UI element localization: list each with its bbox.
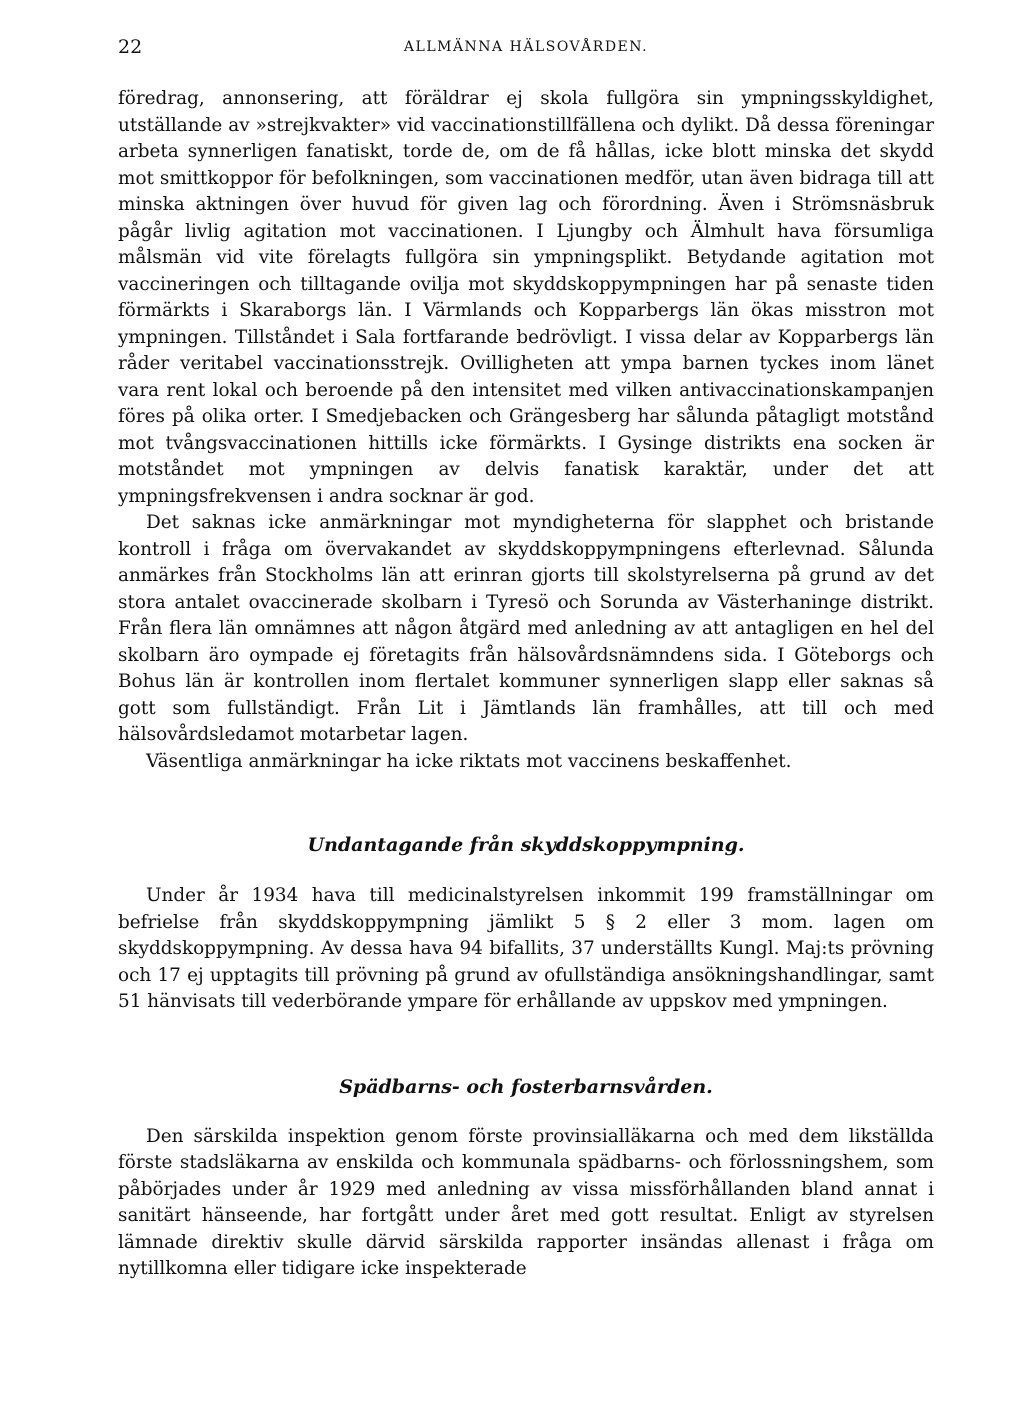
running-head: [118, 36, 934, 66]
running-title: ALLMÄNNA HÄLSOVÅRDEN.: [403, 39, 649, 55]
section-heading-vaccination-exemption: Undantagande från skyddskoppympning.: [307, 834, 745, 856]
body-paragraph: Väsentliga anmärkningar ha icke riktats mot vaccinens beskaffenhet.: [146, 750, 792, 772]
body-paragraph: Under år 1934 hava till medicinalstyrelsen inkommit 199 framställningar om befrielse från skyddskoppympning jämlikt 5 § 2 eller 3 mom. lagen om skyddskoppympning. Av dessa hava 94 bifallits, 37 underställts Kungl. Maj:ts prövning och 17 ej upptagits till prövning på grund av ofullständiga ansökningshandlingar, samt 51 hänvisats till vederbörande ympare för erhållande av uppskov med ympningen.: [118, 885, 934, 1012]
page-number: 22: [118, 36, 143, 58]
document-page: [118, 36, 934, 1283]
body-paragraph: föredrag, annonsering, att föräldrar ej skola fullgöra sin ympningsskyldighet, utställande av »strejkvakter» vid vaccinationstillfällena och dylikt. Då dessa föreningar arbeta synnerligen fanatiskt, torde de, om de få hållas, icke blott minska det skydd mot smittkoppor för befolkningen, som vaccinationen medför, utan även bidraga till att minska aktningen över huvud för given lag och förordning. Även i Strömsnäsbruk pågår livlig agitation mot vaccinationen. I Ljungby och Älmhult hava försumliga målsmän vid vite förelagts fullgöra sin ympningsplikt. Betydande agitation mot vaccineringen och tilltagande ovilja mot skyddskoppympningen har på senaste tiden förmärkts i Skaraborgs län. I Värmlands och Kopparbergs län ökas misstron mot ympningen. Tillståndet i Sala fortfarande bedrövligt. I vissa delar av Kopparbergs län råder veritabel vaccinationsstrejk. Ovilligheten att ympa barnen tyckes inom länet vara rent lokal och beroende på den intensitet med vilken antivaccinationskampanjen föres på olika orter. I Smedjebacken och Grängesberg har sålunda påtagligt motstånd mot tvångsvaccinationen hittills icke förmärkts. I Gysinge distrikts ena socken är motståndet mot ympningen av delvis fanatisk karaktär, under det att ympningsfrekvensen i andra socknar är god.: [118, 88, 934, 507]
section-heading-infant-care: Spädbarns- och fosterbarnsvården.: [339, 1075, 713, 1098]
body-paragraph: Den särskilda inspektion genom förste provinsialläkarna och med dem likställda förste stadsläkarna av enskilda och kommunala spädbarns- och förlossningshem, som påbörjades under år 1929 med anledning av vissa missförhållanden bland annat i sanitärt hänseende, har fortgått under året med gott resultat. Enligt av styrelsen lämnade direktiv skulle därvid särskilda rapporter insändas allenast i fråga om nytillkomna eller tidigare icke inspekterade: [118, 1125, 934, 1279]
body-paragraph: Det saknas icke anmärkningar mot myndigheterna för slapphet och bristande kontroll i fråga om övervakandet av skyddskoppympningens efterlevnad. Sålunda anmärkes från Stockholms län att erinran gjorts till skolstyrelserna på grund av det stora antalet ovaccinerade skolbarn i Tyresö och Sorunda av Västerhaninge distrikt. Från flera län omnämnes att någon åtgärd med anledning av att antagligen en hel del skolbarn äro oympade ej företagits från hälsovårdsnämndens sida. I Göteborgs och Bohus län är kontrollen inom flertalet kommuner synnerligen slapp eller saknas så gott som fullständigt. Från Lit i Jämtlands län framhålles, att till och med hälsovårdsledamot motarbetar lagen.: [118, 512, 934, 745]
